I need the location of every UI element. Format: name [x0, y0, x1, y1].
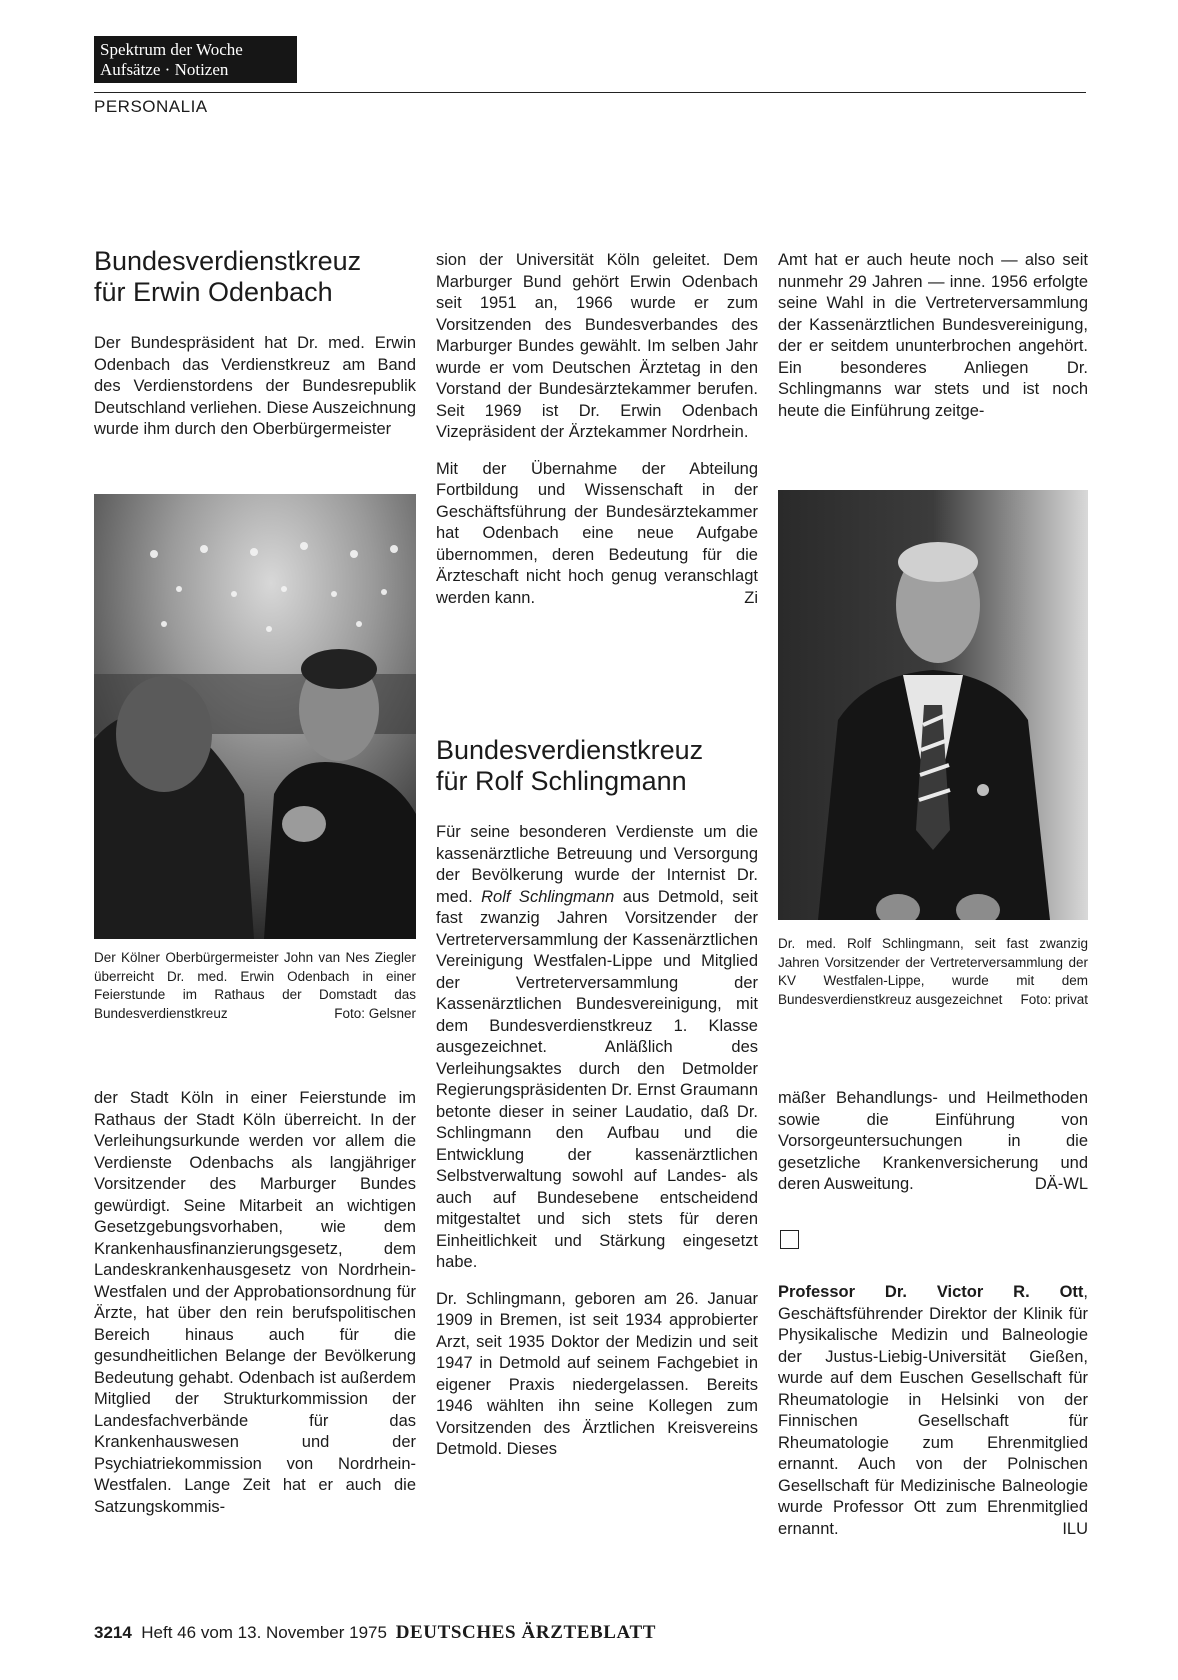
article2-col3-bottom [778, 1088, 1088, 1211]
article2-title-line2: für Rolf Schlingmann [436, 766, 687, 796]
odenbach-photo-image [94, 494, 416, 939]
article1-title-line2: für Erwin Odenbach [94, 277, 333, 307]
article1-col1-top [94, 333, 416, 456]
badge-line-2: Aufsätze · Notizen [100, 60, 229, 79]
paragraph: Dr. Schlingmann, geboren am 26. Januar 1909 in Bremen, ist seit 1934 approbierter Arzt, seit 1935 Doktor der Medizin und seit 1947 in Detmold auf seinem Fachgebiet in eigener Praxis niedergelassen. Bereits 1946 wählten ihn seine Kollegen zum Vorsitzenden des Ärztlichen Kreisvereins Detmold. Dieses [436, 1289, 758, 1458]
issue-info: Heft 46 vom 13. November 1975 [141, 1623, 387, 1642]
person-name: Professor Dr. Victor R. Ott [778, 1283, 1084, 1301]
article1-title-line1: Bundesverdienstkreuz [94, 246, 362, 276]
paragraph: der Stadt Köln in einer Feierstunde im Rathaus der Stadt Köln überreicht. In der Verleihungsurkunde werden vor allem die Verdienste Odenbachs als langjähriger Vorsitzender des Marburger Bundes gewürdigt. Seine Mitarbeit an wichtigen Gesetzgebungsvorhaben, wie dem Krankenhausfinanzierungsgesetz, dem Landeskrankenhausgesetz von Nordrhein-Westfalen und der Approbationsordnung für Ärzte, hat über den rein berufspolitischen Bereich hinaus auch für die gesundheitlichen Belange der Bevölkerung Bedeutung gehabt. Odenbach ist außerdem Mitglied der Strukturkommission der Landesfachverbände für das Krankenhauswesen und der Psychiatriekommission von Nordrhein-Westfalen. Lange Zeit hat er auch die Satzungskommis- [94, 1089, 416, 1516]
article1-col2 [436, 250, 758, 609]
page-number: 3214 [94, 1623, 132, 1642]
photo-credit: Foto: Gelsner [334, 1005, 416, 1021]
magazine-name: DEUTSCHES ÄRZTEBLATT [395, 1622, 657, 1643]
person-name: Rolf Schlingmann [481, 887, 615, 906]
separator-box [780, 1230, 799, 1249]
paragraph [778, 1282, 1088, 1540]
article2-col3-top [778, 250, 1088, 437]
badge-line-1: Spektrum der Woche [100, 40, 243, 59]
paragraph: Der Bundespräsident hat Dr. med. Erwin Odenbach das Verdienstkreuz am Band des Verdienstordens der Bundesrepublik Deutschland verliehen. Diese Auszeichnung wurde ihm durch den Oberbürgermeister [94, 334, 416, 438]
article2-heading [436, 735, 758, 797]
schlingmann-photo-image [778, 490, 1088, 920]
paragraph-text: mäßer Behandlungs- und Heilmethoden sowie die Einführung von Vorsorgeuntersuchungen in die gesetzliche Krankenversicherung und deren Ausweitung. [778, 1089, 1088, 1193]
article2-photo-caption [778, 935, 1088, 1009]
caption-text: Der Kölner Oberbürgermeister John van Nes Ziegler überreicht Dr. med. Erwin Odenbach in einer Feierstunde im Rathaus der Domstadt das Bundesverdienstkreuz [94, 950, 416, 1021]
paragraph-text: aus Detmold, seit fast zwanzig Jahren Vorsitzender der Vertreterversammlung der Kassenärztlichen Vereinigung Westfalen-Lippe und Mitglied der Vertreterversammlung der Kassenärztlichen Bundesvereinigung, mit dem Bundesverdienstkreuz 1. Klasse ausgezeichnet. Anläßlich des Verleihungsaktes durch den Detmolder Regierungspräsidenten Dr. Ernst Graumann betonte dieser in seiner Laudatio, daß Dr. Schlingmann den Aufbau und die Entwicklung der kassenärztlichen Selbstverwaltung sowohl auf Landes- als auch auf Bundesebene entscheidend mitgestaltet und sich stets für deren Einheitlichkeit und Stärkung eingesetzt habe. [436, 887, 758, 1271]
schlingmann-photo [778, 490, 1088, 920]
article2-title-line1: Bundesverdienstkreuz [436, 735, 704, 765]
paragraph [436, 822, 758, 1274]
footer [94, 1622, 656, 1644]
paragraph-text: Für seine besonderen Verdienste um die kassenärztliche Betreuung und Versorgung der Bevölkerung wurde der Internist Dr. med. [436, 823, 758, 906]
article1-signature: Zi [744, 588, 758, 607]
paragraph-text: Mit der Übernahme der Abteilung Fortbildung und Wissenschaft in der Geschäftsführung der Bundesärztekammer hat Odenbach eine neue Aufgabe übernommen, deren Bedeutung für die Ärzteschaft nicht hoch genug veranschlagt werden kann. [436, 459, 758, 607]
article1-col1-bottom [94, 1088, 416, 1533]
article2-signature: DÄ-WL [1034, 1175, 1088, 1193]
article2-col2 [436, 822, 758, 1476]
section-badge [94, 36, 297, 83]
notice-signature: ILU [1062, 1519, 1088, 1538]
photo-credit: Foto: privat [1020, 991, 1088, 1007]
paragraph-text: , Geschäftsführender Direktor der Klinik für Physikalische Medizin und Balneologie der Justus-Liebig-Universität Gießen, wurde auf dem Euschen Gesellschaft für Rheumatologie in Helsinki von der Finnischen Gesellschaft für Rheumatologie zum Ehrenmitglied ernannt. Auch von der Polnischen Gesellschaft für Medizinische Balneologie wurde Professor Ott zum Ehrenmitglied ernannt. [778, 1283, 1088, 1538]
paragraph [436, 459, 758, 610]
paragraph: Amt hat er auch heute noch — also seit nunmehr 29 Jahren — inne. 1956 erfolgte seine Wahl in die Vertreterversammlung der Kassenärztlichen Bundesvereinigung, der er seitdem ununterbrochen angehört. Ein besonderes Anliegen Dr. Schlingmanns war stets und ist noch heute die Einführung zeitge- [778, 251, 1088, 420]
article1-photo-caption [94, 949, 416, 1023]
header-rule [94, 92, 1086, 93]
paragraph: sion der Universität Köln geleitet. Dem Marburger Bund gehört Erwin Odenbach seit 1951 an, 1966 wurde er zum Vorsitzenden des Bundesverbandes des Marburger Bundes gewählt. Im selben Jahr wurde er vom Deutschen Ärztetag in den Vorstand der Bundesärztekammer berufen. Seit 1969 ist Dr. Erwin Odenbach Vizepräsident der Ärztekammer Nordrhein. [436, 251, 758, 441]
notice-ott [778, 1282, 1088, 1555]
section-title: PERSONALIA [94, 97, 208, 116]
caption-text: Dr. med. Rolf Schlingmann, seit fast zwanzig Jahren Vorsitzender der Vertreterversammlung der KV Westfalen-Lippe, wurde mit dem Bundesverdienstkreuz ausgezeichnet [778, 936, 1088, 1007]
paragraph [778, 1088, 1088, 1196]
article1-heading [94, 246, 416, 308]
odenbach-photo [94, 494, 416, 939]
